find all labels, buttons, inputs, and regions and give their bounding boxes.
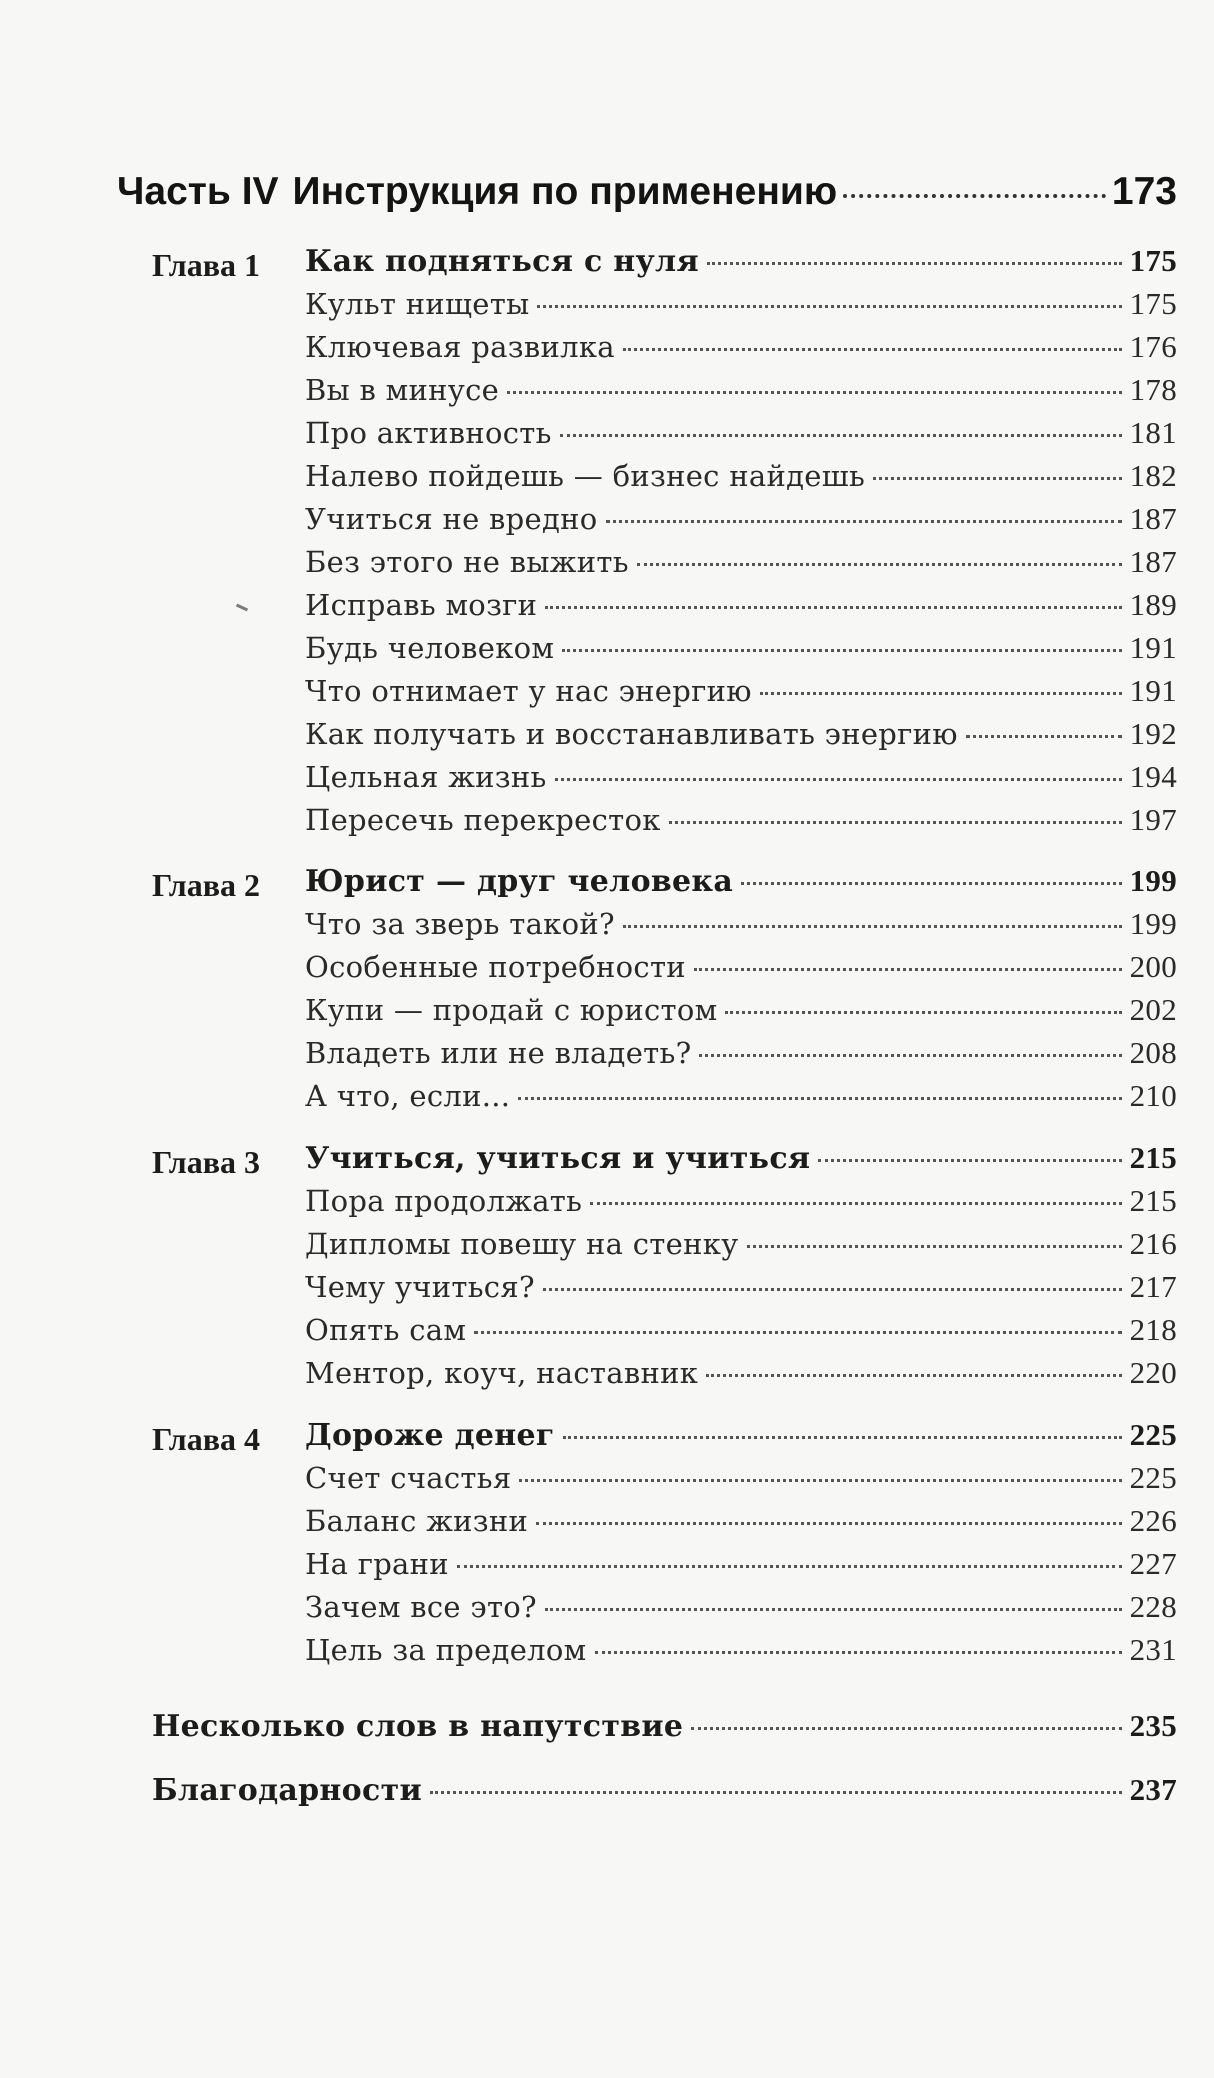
page-number: 197	[1129, 802, 1177, 837]
chapter-label: Глава 4	[152, 1421, 260, 1457]
section-title: Будь человеком	[305, 631, 555, 665]
dot-leader	[543, 1288, 1122, 1291]
section-title: Что отнимает у нас энергию	[305, 674, 752, 708]
section-row[interactable]	[305, 1078, 1177, 1122]
dot-leader	[669, 821, 1122, 824]
section-title: Учиться не вредно	[305, 502, 598, 536]
section-title: Пересечь перекресток	[305, 803, 661, 837]
section-row[interactable]	[305, 415, 1177, 459]
chapter-label: Глава 2	[152, 867, 260, 903]
section-row[interactable]	[305, 329, 1177, 373]
section-title: Без этого не выжить	[305, 545, 629, 579]
dot-leader	[966, 735, 1122, 738]
section-title: Зачем все это?	[305, 1590, 537, 1624]
page-number: 237	[1129, 1772, 1177, 1807]
chapter-row[interactable]	[305, 863, 1177, 907]
dot-leader	[545, 1608, 1122, 1611]
section-title: Чему учиться?	[305, 1270, 535, 1304]
section-title: Владеть или не владеть?	[305, 1036, 692, 1070]
section-title: А что, если...	[305, 1079, 511, 1113]
dot-leader	[741, 882, 1121, 885]
dot-leader	[457, 1565, 1122, 1568]
page-number: 178	[1129, 372, 1177, 407]
section-row[interactable]	[305, 372, 1177, 416]
dot-leader	[430, 1791, 1122, 1794]
section-row[interactable]	[305, 1546, 1177, 1590]
dot-leader	[699, 1054, 1121, 1057]
page-number: 225	[1129, 1460, 1177, 1495]
section-title: Дипломы повешу на стенку	[305, 1227, 739, 1261]
dot-leader	[518, 1097, 1121, 1100]
pencil-tick-mark	[236, 604, 248, 612]
dot-leader	[725, 1011, 1121, 1014]
section-row[interactable]	[305, 1035, 1177, 1079]
page-number: 208	[1129, 1035, 1177, 1070]
dot-leader	[560, 434, 1122, 437]
section-row[interactable]	[305, 759, 1177, 803]
section-row[interactable]	[305, 992, 1177, 1036]
back-matter-title: Благодарности	[152, 1773, 423, 1808]
page-number: 200	[1129, 949, 1177, 984]
page-number: 202	[1129, 992, 1177, 1027]
dot-leader	[707, 262, 1122, 265]
section-title: Про активность	[305, 416, 552, 450]
page-number: 227	[1129, 1546, 1177, 1581]
chapter-row[interactable]	[305, 1140, 1177, 1184]
dot-leader	[507, 391, 1121, 394]
chapter-title: Учиться, учиться и учиться	[305, 1141, 811, 1176]
section-row[interactable]	[305, 501, 1177, 545]
dot-leader	[474, 1331, 1121, 1334]
part-label: Часть IV	[117, 170, 279, 213]
part-title: Инструкция по применению	[292, 170, 838, 213]
dot-leader	[623, 348, 1122, 351]
chapter-row[interactable]	[305, 1417, 1177, 1461]
section-title: Ключевая развилка	[305, 330, 615, 364]
page-number: 194	[1129, 759, 1177, 794]
page-number: 176	[1129, 329, 1177, 364]
dot-leader	[691, 1727, 1121, 1730]
section-title: Как получать и восстанавливать энергию	[305, 717, 958, 751]
page-number: 189	[1129, 587, 1177, 622]
page-number: 182	[1129, 458, 1177, 493]
section-row[interactable]	[305, 458, 1177, 502]
page-number: 218	[1129, 1312, 1177, 1347]
section-title: На грани	[305, 1547, 449, 1581]
dot-leader	[760, 692, 1122, 695]
dot-leader	[694, 968, 1122, 971]
section-row[interactable]	[305, 1632, 1177, 1676]
dot-leader	[706, 1374, 1121, 1377]
page-number: 187	[1129, 544, 1177, 579]
section-row[interactable]	[305, 544, 1177, 588]
chapter-label: Глава 1	[152, 247, 260, 283]
dot-leader	[519, 1479, 1121, 1482]
page-number: 226	[1129, 1503, 1177, 1538]
page-number: 175	[1129, 286, 1177, 321]
dot-leader	[843, 194, 1106, 198]
page-number: 220	[1129, 1355, 1177, 1390]
section-row[interactable]	[305, 949, 1177, 993]
chapter-label: Глава 3	[152, 1144, 260, 1180]
back-matter-row[interactable]	[152, 1772, 1177, 1816]
section-title: Цель за пределом	[305, 1633, 587, 1667]
page-number: 215	[1129, 1140, 1177, 1175]
dot-leader	[623, 925, 1122, 928]
section-row[interactable]	[305, 1183, 1177, 1227]
chapter-title: Юрист — друг человека	[305, 864, 734, 899]
section-title: Баланс жизни	[305, 1504, 529, 1538]
dot-leader	[637, 563, 1122, 566]
section-title: Цельная жизнь	[305, 760, 547, 794]
page-number: 181	[1129, 415, 1177, 450]
section-row[interactable]	[305, 1460, 1177, 1504]
dot-leader	[563, 1436, 1122, 1439]
section-row[interactable]	[305, 630, 1177, 674]
page-number: 191	[1129, 673, 1177, 708]
page-number: 231	[1129, 1632, 1177, 1667]
dot-leader	[545, 606, 1121, 609]
dot-leader	[747, 1245, 1122, 1248]
page-number: 215	[1129, 1183, 1177, 1218]
section-row[interactable]	[305, 1269, 1177, 1313]
dot-leader	[537, 305, 1121, 308]
page-number: 225	[1129, 1417, 1177, 1452]
section-row[interactable]	[305, 587, 1177, 631]
section-title: Особенные потребности	[305, 950, 686, 984]
chapter-title: Как подняться с нуля	[305, 244, 699, 279]
page-number: 175	[1129, 243, 1177, 278]
section-row[interactable]	[305, 286, 1177, 330]
section-title: Пора продолжать	[305, 1184, 583, 1218]
dot-leader	[555, 778, 1122, 781]
section-title: Культ нищеты	[305, 287, 530, 321]
page-number: 199	[1129, 863, 1177, 898]
page-number: 235	[1129, 1708, 1177, 1743]
back-matter-title: Несколько слов в напутствие	[152, 1709, 684, 1744]
section-title: Опять сам	[305, 1313, 467, 1347]
part-heading	[117, 170, 1177, 230]
page-number: 217	[1129, 1269, 1177, 1304]
part-page-number: 173	[1111, 170, 1177, 213]
section-title: Счет счастья	[305, 1461, 512, 1495]
back-matter-row[interactable]	[152, 1708, 1177, 1752]
page-number: 191	[1129, 630, 1177, 665]
section-row[interactable]	[305, 1503, 1177, 1547]
dot-leader	[818, 1159, 1121, 1162]
dot-leader	[873, 477, 1122, 480]
section-row[interactable]	[305, 906, 1177, 950]
section-row[interactable]	[305, 1312, 1177, 1356]
section-title: Ментор, коуч, наставник	[305, 1356, 699, 1390]
section-row[interactable]	[305, 1226, 1177, 1270]
section-row[interactable]	[305, 1355, 1177, 1399]
page-number: 210	[1129, 1078, 1177, 1113]
dot-leader	[536, 1522, 1121, 1525]
section-title: Что за зверь такой?	[305, 907, 615, 941]
page-number: 187	[1129, 501, 1177, 536]
dot-leader	[590, 1202, 1121, 1205]
section-row[interactable]	[305, 716, 1177, 760]
page-number: 216	[1129, 1226, 1177, 1261]
page-number: 199	[1129, 906, 1177, 941]
chapter-row[interactable]	[305, 243, 1177, 287]
section-row[interactable]	[305, 802, 1177, 846]
dot-leader	[606, 520, 1122, 523]
section-title: Купи — продай с юристом	[305, 993, 718, 1027]
section-title: Исправь мозги	[305, 588, 538, 622]
dot-leader	[562, 649, 1121, 652]
section-row[interactable]	[305, 673, 1177, 717]
section-title: Вы в минусе	[305, 373, 500, 407]
section-row[interactable]	[305, 1589, 1177, 1633]
dot-leader	[595, 1651, 1122, 1654]
page-number: 192	[1129, 716, 1177, 751]
page-number: 228	[1129, 1589, 1177, 1624]
chapter-title: Дороже денег	[305, 1418, 555, 1453]
section-title: Налево пойдешь — бизнес найдешь	[305, 459, 866, 493]
